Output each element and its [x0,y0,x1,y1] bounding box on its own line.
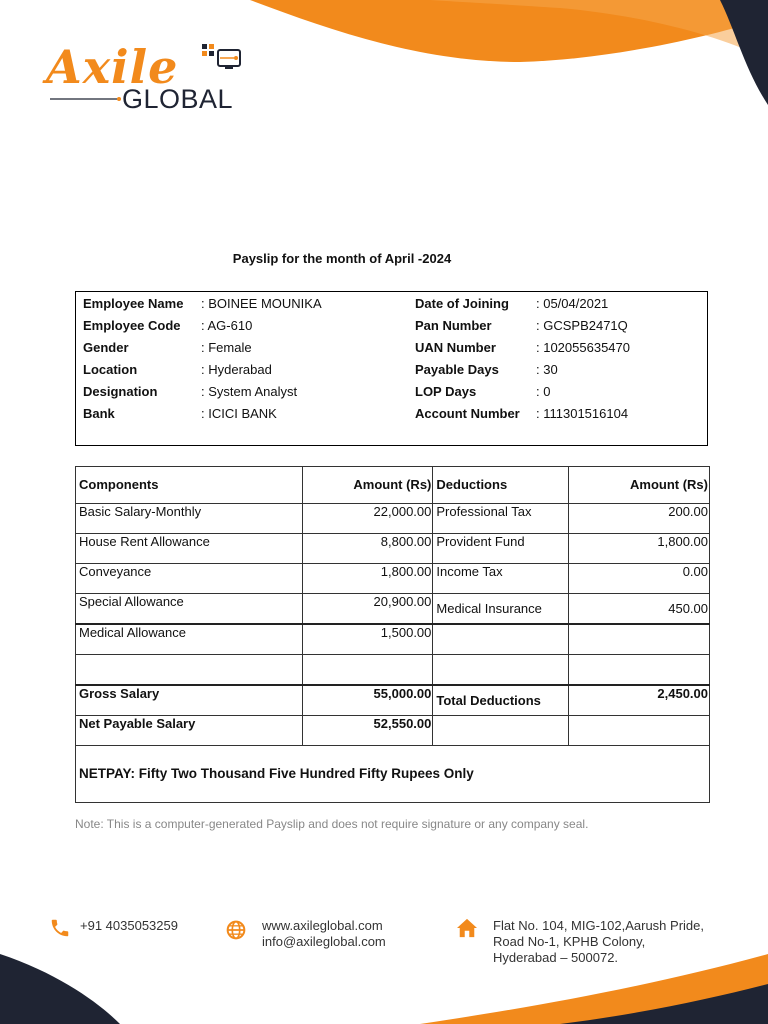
salary-table [75,466,710,803]
table-cell: Conveyance [76,564,303,594]
logo-subtitle: GLOBAL [122,84,234,114]
table-row [76,624,710,655]
company-logo [44,40,254,120]
net-row [76,716,710,746]
table-cell: Basic Salary-Monthly [76,504,303,534]
info-row [83,338,322,360]
globe-icon [226,920,246,940]
info-label: Employee Name [83,296,184,311]
table-cell: 1,800.00 [302,564,433,594]
info-row [415,404,630,426]
table-row [76,564,710,594]
table-cell [433,655,569,686]
info-row [83,382,322,404]
info-value: : System Analyst [201,384,298,399]
info-row [415,382,630,404]
info-value: : 30 [536,362,558,377]
logo-circuit-icon [194,42,246,82]
info-value: : 102055635470 [536,340,630,355]
table-cell: 8,800.00 [302,534,433,564]
table-cell: House Rent Allowance [76,534,303,564]
table-cell: Income Tax [433,564,569,594]
table-cell [569,716,710,746]
info-row [83,316,322,338]
table-cell [569,624,710,655]
info-label: Payable Days [415,362,499,377]
table-cell: Medical Insurance [433,594,569,625]
info-value: : AG-610 [201,318,253,333]
table-cell: 20,900.00 [302,594,433,625]
info-value: : Hyderabad [201,362,272,377]
footer-email[interactable]: info@axileglobal.com [262,934,386,949]
footer-address [493,918,704,966]
table-cell [569,655,710,686]
gross-salary-label: Gross Salary [76,685,303,716]
footer-phone: +91 4035053259 [80,918,178,933]
info-row [415,360,630,382]
info-row [415,294,630,316]
table-header-cell: Components [76,467,303,504]
gross-salary-value: 55,000.00 [302,685,433,716]
table-cell: 1,800.00 [569,534,710,564]
table-header-cell: Amount (Rs) [569,467,710,504]
info-label: LOP Days [415,384,477,399]
info-label: UAN Number [415,340,496,355]
total-deductions-value: 2,450.00 [569,685,710,716]
table-cell [302,655,433,686]
table-cell [433,716,569,746]
info-value: : BOINEE MOUNIKA [201,296,322,311]
phone-icon [49,917,71,939]
address-line: Flat No. 104, MIG-102,Aarush Pride, [493,918,704,933]
table-cell: 450.00 [569,594,710,625]
table-header-cell: Amount (Rs) [302,467,433,504]
table-header-cell: Deductions [433,467,569,504]
info-label: Gender [83,340,129,355]
info-label: Bank [83,406,115,421]
employee-info-left [83,294,322,426]
total-deductions-label: Total Deductions [433,685,569,716]
info-row [415,316,630,338]
address-line: Road No-1, KPHB Colony, [493,934,646,949]
info-value: : 0 [536,384,551,399]
disclaimer-note: Note: This is a computer-generated Payslip and does not require signature or any company seal. [75,817,589,831]
table-cell: Professional Tax [433,504,569,534]
table-cell: Provident Fund [433,534,569,564]
employee-info-box [75,291,708,446]
table-cell: 200.00 [569,504,710,534]
logo-wordmark: Axile [46,40,179,94]
table-row [76,534,710,564]
info-value: : Female [201,340,252,355]
info-row [83,360,322,382]
table-row [76,504,710,534]
table-cell [433,624,569,655]
info-value: : 05/04/2021 [536,296,609,311]
info-row [83,294,322,316]
net-salary-label: Net Payable Salary [76,716,303,746]
info-value: : ICICI BANK [201,406,277,421]
info-label: Location [83,362,138,377]
netpay-row [76,746,710,803]
table-cell: 1,500.00 [302,624,433,655]
table-cell: Special Allowance [76,594,303,625]
info-label: Employee Code [83,318,181,333]
logo-underline-icon [50,96,122,102]
table-cell: Medical Allowance [76,624,303,655]
info-label: Designation [83,384,158,399]
table-cell [76,655,303,686]
table-cell: 22,000.00 [302,504,433,534]
table-row [76,655,710,686]
info-label: Pan Number [415,318,492,333]
info-label: Account Number [415,406,520,421]
net-salary-value: 52,550.00 [302,716,433,746]
gross-row [76,685,710,716]
footer-website[interactable]: www.axileglobal.com [262,918,383,933]
info-value: : GCSPB2471Q [536,318,628,333]
table-header-row [76,467,710,504]
info-value: : 111301516104 [536,406,629,421]
info-label: Date of Joining [415,296,509,311]
table-row [76,594,710,625]
table-cell: 0.00 [569,564,710,594]
address-line: Hyderabad – 500072. [493,950,619,965]
payslip-title: Payslip for the month of April -2024 [232,251,452,266]
netpay-words: NETPAY: Fifty Two Thousand Five Hundred Fifty Rupees Only [76,746,710,803]
employee-info-right [415,294,630,426]
info-row [83,404,322,426]
home-icon [456,918,478,938]
info-row [415,338,630,360]
